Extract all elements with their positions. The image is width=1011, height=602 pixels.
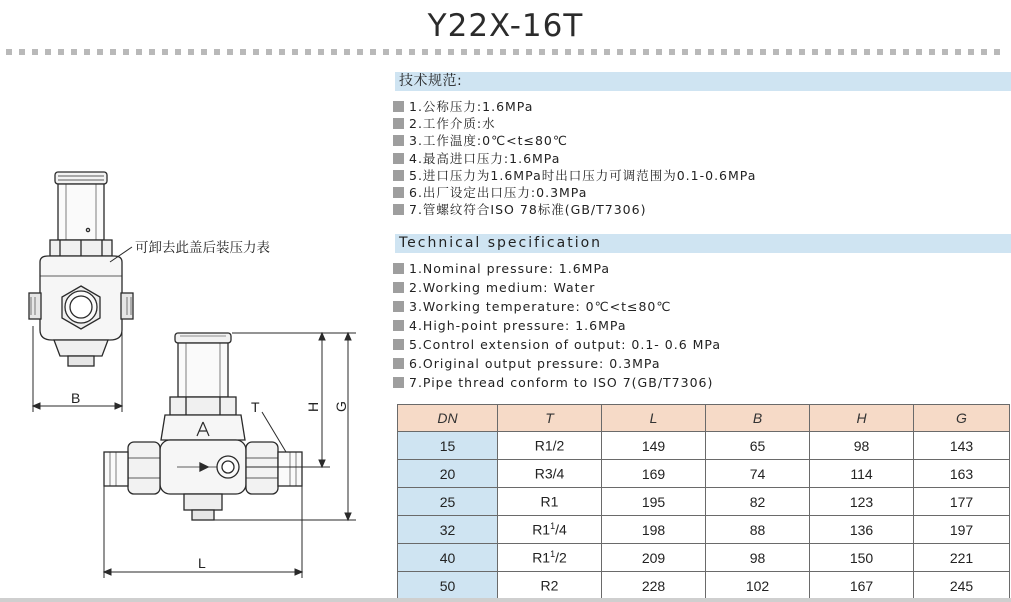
cell-l: 149 (602, 432, 706, 460)
table-row (398, 488, 1010, 516)
cell-t (498, 432, 602, 460)
cell-h: 123 (810, 488, 914, 516)
valve-side-view (29, 172, 133, 366)
cell-l: 228 (602, 572, 706, 600)
thread-size: R1/2 (534, 437, 565, 454)
thread-size-superscript: 1 (550, 521, 556, 532)
table-row (398, 460, 1010, 488)
col-header-g: G (914, 405, 1010, 432)
bullet-square-icon (393, 170, 404, 181)
spec-en-item: 2.Working medium: Water (393, 278, 721, 297)
thread-size-fraction: /4 (555, 521, 567, 538)
spec-cn-item: 3.工作温度:0℃<t≤80℃ (393, 132, 756, 149)
table-row (398, 516, 1010, 544)
cell-l: 209 (602, 544, 706, 572)
thread-size-superscript: 1 (550, 549, 556, 560)
cell-dn: 25 (398, 488, 498, 516)
bullet-square-icon (393, 301, 404, 312)
table-row (398, 432, 1010, 460)
cell-g: 163 (914, 460, 1010, 488)
cell-b: 74 (706, 460, 810, 488)
bullet-square-icon (393, 153, 404, 164)
thread-size: R1 (532, 521, 551, 538)
bullet-square-icon (393, 263, 404, 274)
thread-size: R1 (532, 549, 551, 566)
col-header-l: L (602, 405, 706, 432)
valve-drawing (0, 0, 395, 602)
bullet-square-icon (393, 339, 404, 350)
spec-en-list (393, 259, 721, 392)
spec-en-item: 6.Original output pressure: 0.3MPa (393, 354, 721, 373)
col-header-t: T (498, 405, 602, 432)
cell-g: 143 (914, 432, 1010, 460)
cell-g: 221 (914, 544, 1010, 572)
bottom-rule (0, 598, 1011, 602)
cell-b: 65 (706, 432, 810, 460)
spec-cn-item: 1.公称压力:1.6MPa (393, 98, 756, 115)
label-l: L (198, 555, 206, 571)
cell-h: 150 (810, 544, 914, 572)
bullet-square-icon (393, 101, 404, 112)
cell-t (498, 544, 602, 572)
table-header-row (398, 405, 1010, 432)
cell-b: 102 (706, 572, 810, 600)
cell-h: 167 (810, 572, 914, 600)
cell-g: 197 (914, 516, 1010, 544)
col-header-dn: DN (398, 405, 498, 432)
spec-cn-item: 5.进口压力为1.6MPa时出口压力可调范围为0.1-0.6MPa (393, 167, 756, 184)
gauge-callout-label: 可卸去此盖后装压力表 (135, 240, 270, 256)
table-row (398, 572, 1010, 600)
bullet-square-icon (393, 204, 404, 215)
cell-dn: 50 (398, 572, 498, 600)
cell-t (498, 516, 602, 544)
cell-dn: 32 (398, 516, 498, 544)
spec-en-item: 1.Nominal pressure: 1.6MPa (393, 259, 721, 278)
thread-size: R1 (540, 493, 559, 510)
cell-t (498, 460, 602, 488)
valve-front-view (104, 333, 302, 520)
bullet-square-icon (393, 358, 404, 369)
col-header-b: B (706, 405, 810, 432)
spec-en-item: 4.High-point pressure: 1.6MPa (393, 316, 721, 335)
bullet-square-icon (393, 282, 404, 293)
cell-b: 82 (706, 488, 810, 516)
cell-l: 198 (602, 516, 706, 544)
cell-dn: 40 (398, 544, 498, 572)
spec-en-item: 7.Pipe thread conform to ISO 7(GB/T7306) (393, 373, 721, 392)
spec-cn-item: 6.出厂设定出口压力:0.3MPa (393, 184, 756, 201)
thread-size: R2 (540, 577, 559, 594)
thread-size: R3/4 (534, 465, 565, 482)
bullet-square-icon (393, 187, 404, 198)
bullet-square-icon (393, 135, 404, 146)
spec-cn-item: 4.最高进口压力:1.6MPa (393, 150, 756, 167)
bullet-square-icon (393, 118, 404, 129)
cell-t (498, 572, 602, 600)
cell-t (498, 488, 602, 516)
cell-dn: 20 (398, 460, 498, 488)
cell-g: 245 (914, 572, 1010, 600)
cell-b: 98 (706, 544, 810, 572)
thread-size-fraction: /2 (555, 549, 567, 566)
spec-en-item: 5.Control extension of output: 0.1- 0.6 MPa (393, 335, 721, 354)
label-h: H (305, 401, 321, 412)
cell-h: 114 (810, 460, 914, 488)
spec-cn-item: 7.管螺纹符合ISO 78标准(GB/T7306) (393, 201, 756, 218)
cell-l: 169 (602, 460, 706, 488)
label-b: B (71, 390, 81, 406)
spec-en-header: Technical specification (395, 234, 1011, 253)
col-header-h: H (810, 405, 914, 432)
table-row (398, 544, 1010, 572)
cell-dn: 15 (398, 432, 498, 460)
spec-cn-item: 2.工作介质:水 (393, 115, 756, 132)
label-t: T (251, 399, 260, 415)
label-g: G (333, 401, 349, 412)
cell-l: 195 (602, 488, 706, 516)
page-title: Y22X-16T (427, 8, 584, 44)
bullet-square-icon (393, 320, 404, 331)
spec-en-item: 3.Working temperature: 0℃<t≤80℃ (393, 297, 721, 316)
cell-b: 88 (706, 516, 810, 544)
cell-h: 136 (810, 516, 914, 544)
dimension-table (397, 404, 1010, 600)
spec-cn-header: 技术规范: (395, 72, 1011, 91)
bullet-square-icon (393, 377, 404, 388)
cell-h: 98 (810, 432, 914, 460)
cell-g: 177 (914, 488, 1010, 516)
spec-cn-list (393, 98, 756, 218)
